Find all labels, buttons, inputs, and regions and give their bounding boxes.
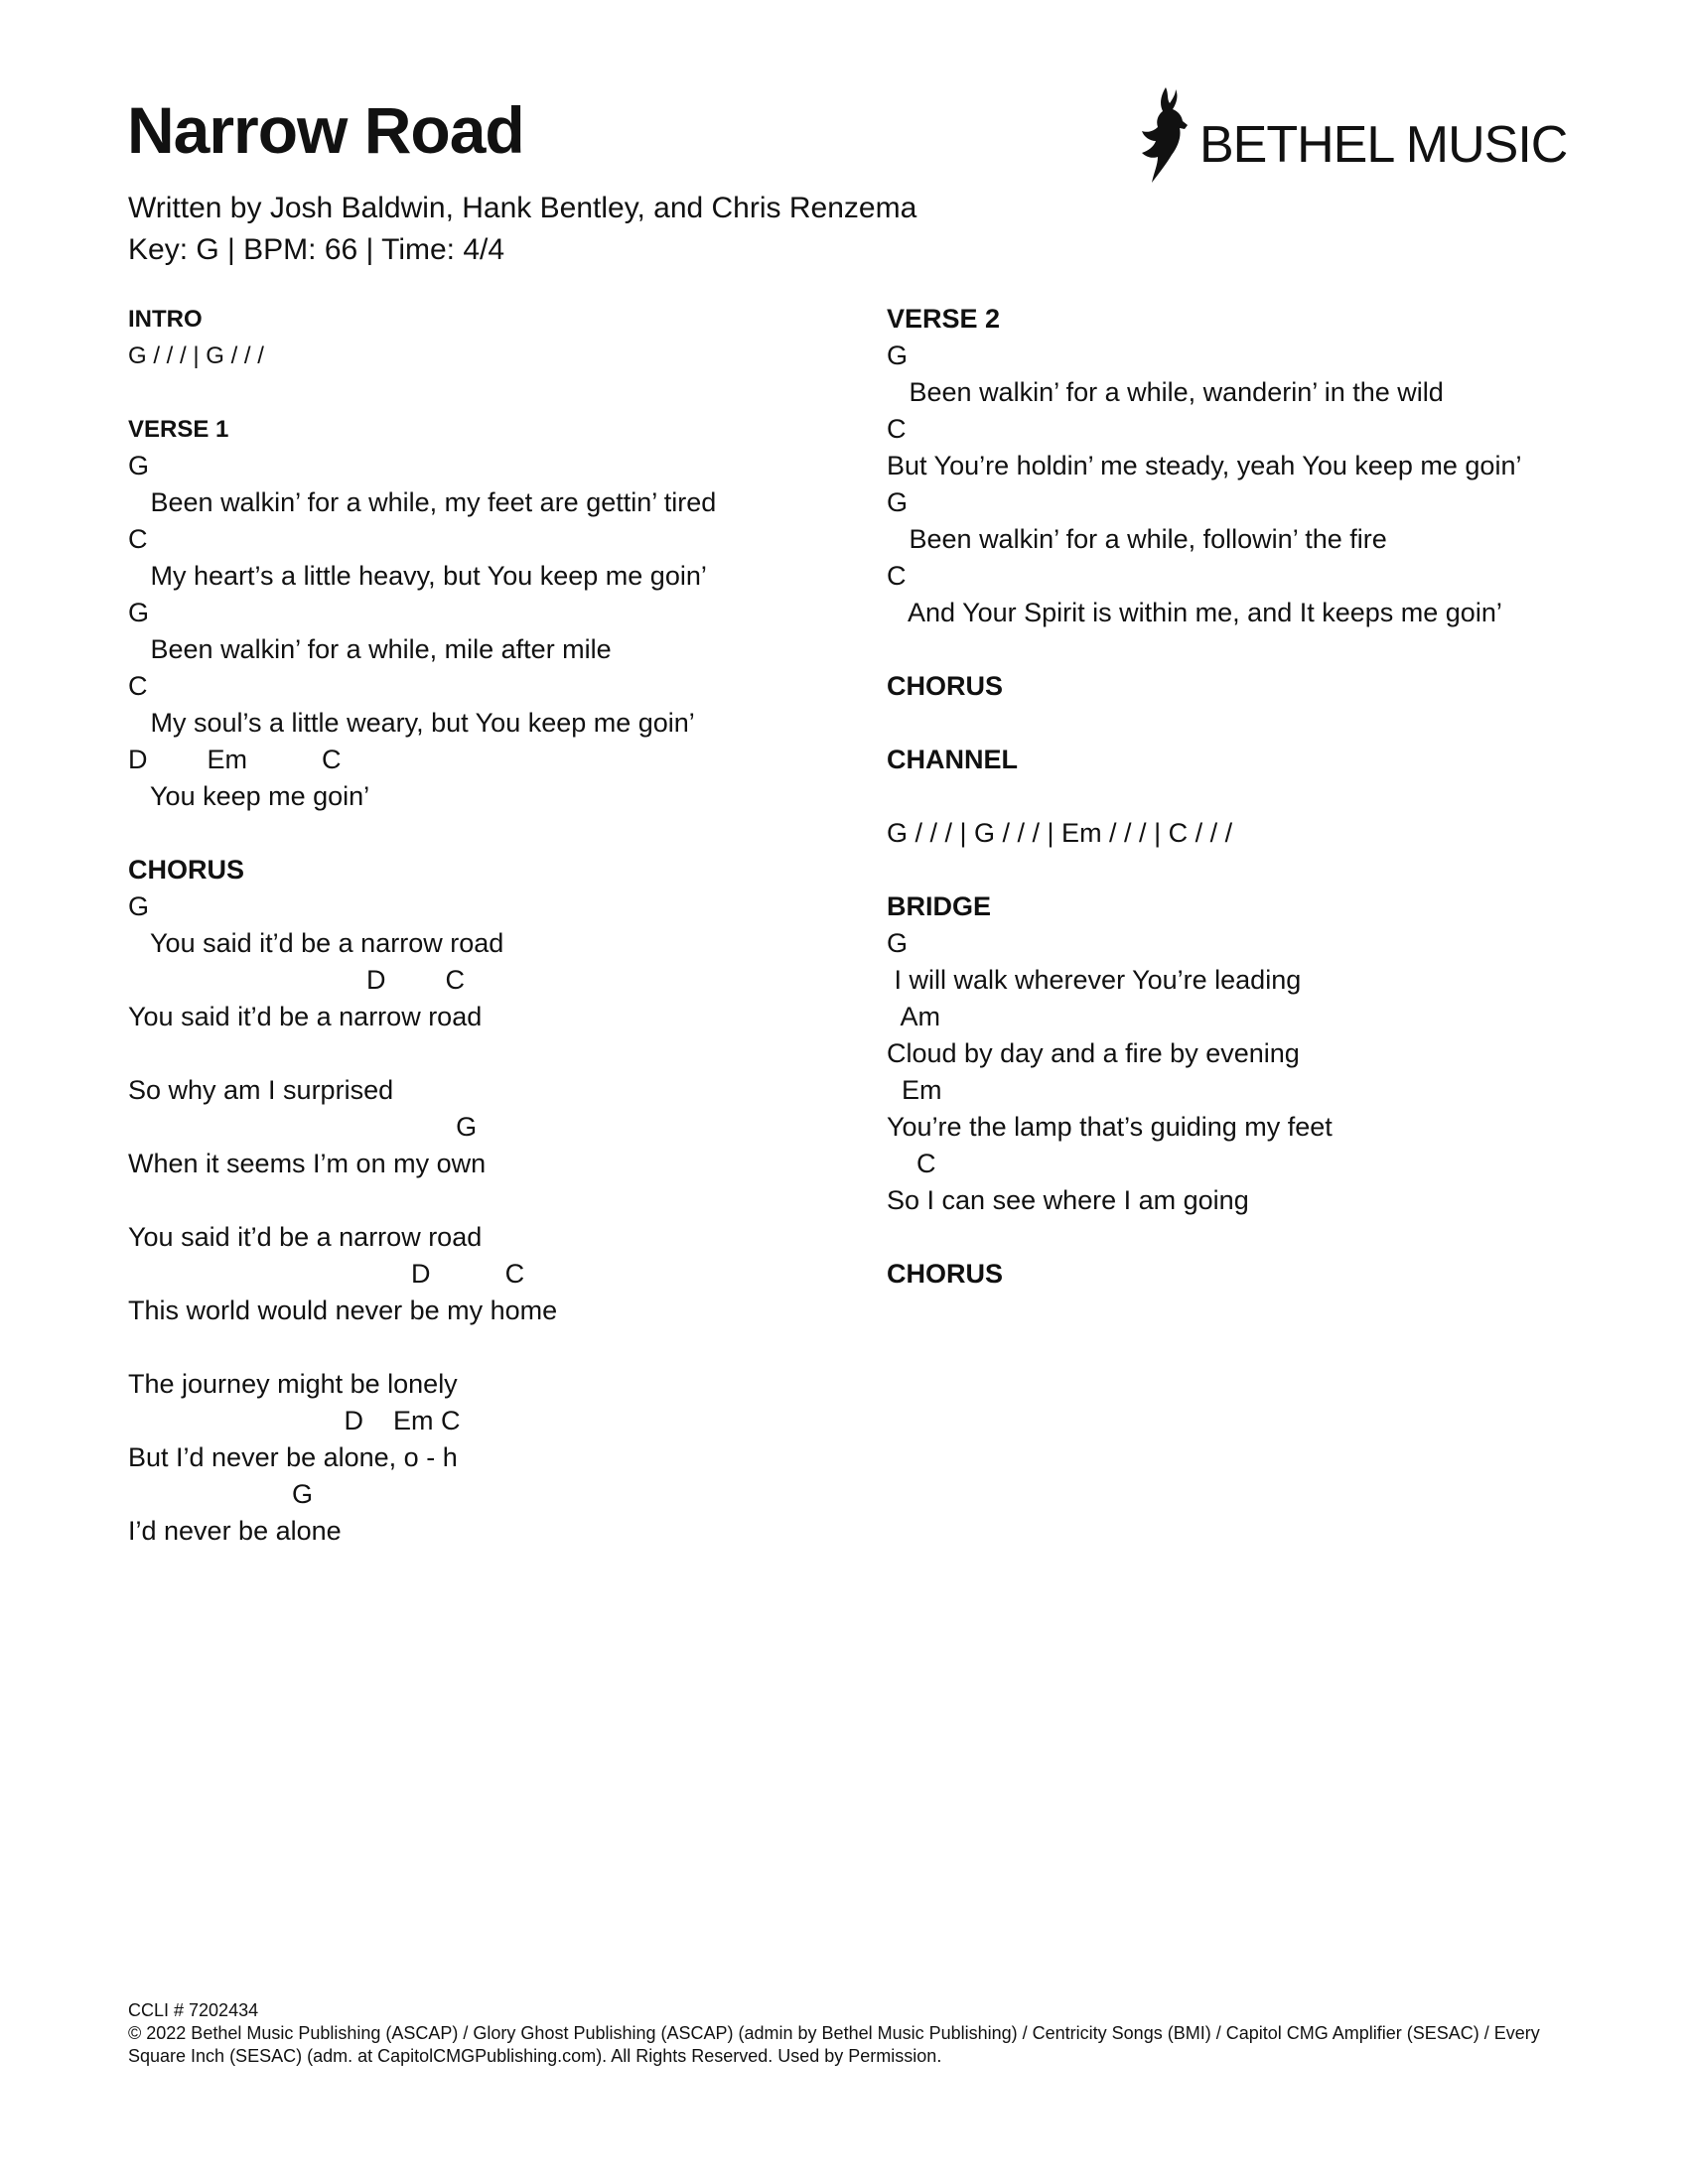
chorus-line: [128, 1329, 823, 1366]
chorus-line: [128, 1035, 823, 1072]
bridge-line: C: [887, 1149, 936, 1178]
chorus-line: G: [128, 1112, 478, 1142]
bridge-line: Cloud by day and a fire by evening: [887, 1038, 1300, 1068]
chorus-line: D Em C: [128, 1406, 461, 1435]
bridge-line: I will walk wherever You’re leading: [887, 965, 1302, 995]
chorus-line: But I’d never be alone, o - h: [128, 1442, 458, 1472]
bridge-line: You’re the lamp that’s guiding my feet: [887, 1112, 1333, 1142]
verse1-line: My soul’s a little weary, but You keep me goin’: [128, 708, 695, 738]
ccli-number: CCLI # 7202434: [128, 2000, 259, 2020]
section-heading-intro: INTRO: [128, 306, 203, 333]
chorus-lines: [128, 888, 823, 1550]
verse1-line: You keep me goin’: [128, 781, 370, 811]
verse1-line: C: [128, 671, 148, 701]
bridge-line: G: [887, 928, 909, 958]
bridge-line: Am: [887, 1002, 941, 1031]
verse2-lines: [887, 338, 1582, 631]
bridge-line: So I can see where I am going: [887, 1185, 1249, 1215]
verse2-section: [887, 301, 1582, 631]
bridge-line: Em: [887, 1075, 942, 1105]
verse1-line: Been walkin’ for a while, mile after mile: [128, 634, 612, 664]
verse2-line: Been walkin’ for a while, wanderin’ in the wild: [887, 377, 1444, 407]
verse1-line: C: [128, 524, 148, 554]
chorus-line: You said it’d be a narrow road: [128, 928, 504, 958]
bridge-section: [887, 888, 1582, 1219]
intro-chords: G / / / | G / / /: [128, 342, 264, 369]
section-heading-channel: CHANNEL: [887, 745, 1018, 774]
footer: [128, 1999, 1598, 2068]
verse1-lines: [128, 448, 823, 815]
verse1-line: D Em C: [128, 745, 342, 774]
bridge-lines: [887, 925, 1582, 1219]
deer-icon: [1136, 85, 1194, 185]
bethel-music-logo: [1136, 85, 1568, 185]
verse2-line: C: [887, 414, 907, 444]
key-bpm-time: Key: G | BPM: 66 | Time: 4/4: [128, 233, 505, 266]
chorus-line: This world would never be my home: [128, 1296, 558, 1325]
chorus-line: D C: [128, 965, 466, 995]
chorus-line: I’d never be alone: [128, 1516, 342, 1546]
section-heading-chorus: CHORUS: [128, 855, 245, 885]
chorus-line: When it seems I’m on my own: [128, 1149, 487, 1178]
chorus-line: You said it’d be a narrow road: [128, 1222, 483, 1252]
section-heading-verse2: VERSE 2: [887, 304, 1001, 334]
chorus-reference: [887, 668, 1582, 705]
left-column: [128, 301, 823, 1586]
section-heading-bridge: BRIDGE: [887, 891, 992, 921]
copyright-notice: © 2022 Bethel Music Publishing (ASCAP) / Glory Ghost Publishing (ASCAP) (admin by Bethel Music Publishing) / Centricity Songs (BMI) / Capitol CMG Amplifier (SESAC) / Every Square Inch (SESAC) (adm. at CapitolCMGPublishing.com). All Rights Reserved. Used by Permission.: [128, 2023, 1540, 2066]
chorus-line: The journey might be lonely: [128, 1369, 458, 1399]
verse2-line: Been walkin’ for a while, followin’ the fire: [887, 524, 1387, 554]
verse2-line: G: [887, 487, 909, 517]
verse1-line: Been walkin’ for a while, my feet are gettin’ tired: [128, 487, 717, 517]
chorus-section: [128, 852, 823, 1550]
chorus-line: G: [128, 1479, 314, 1509]
verse1-line: My heart’s a little heavy, but You keep me goin’: [128, 561, 707, 591]
chorus-line: So why am I surprised: [128, 1075, 394, 1105]
chorus-reference-final: [887, 1256, 1582, 1293]
verse2-line: But You’re holdin’ me steady, yeah You keep me goin’: [887, 451, 1522, 480]
verse2-line: G: [887, 341, 909, 370]
section-heading-verse1: VERSE 1: [128, 416, 229, 443]
channel-chords: G / / / | G / / / | Em / / / | C / / /: [887, 818, 1233, 848]
chorus-line: D C: [128, 1259, 525, 1289]
verse1-section: [128, 411, 823, 815]
writers-credit: Written by Josh Baldwin, Hank Bentley, and Chris Renzema: [128, 192, 917, 224]
intro-section: [128, 301, 823, 374]
section-heading-chorus-ref: CHORUS: [887, 671, 1004, 701]
verse2-line: C: [887, 561, 907, 591]
section-heading-chorus-ref-final: CHORUS: [887, 1259, 1004, 1289]
verse2-line: And Your Spirit is within me, and It keeps me goin’: [887, 598, 1502, 627]
song-title: Narrow Road: [127, 93, 524, 167]
right-column: [887, 301, 1582, 1329]
chorus-line: G: [128, 891, 150, 921]
chorus-line: [128, 1182, 823, 1219]
logo-wordmark: BETHEL MUSIC: [1199, 116, 1568, 174]
channel-section: [887, 742, 1582, 852]
chorus-line: You said it’d be a narrow road: [128, 1002, 483, 1031]
verse1-line: G: [128, 451, 150, 480]
verse1-line: G: [128, 598, 150, 627]
